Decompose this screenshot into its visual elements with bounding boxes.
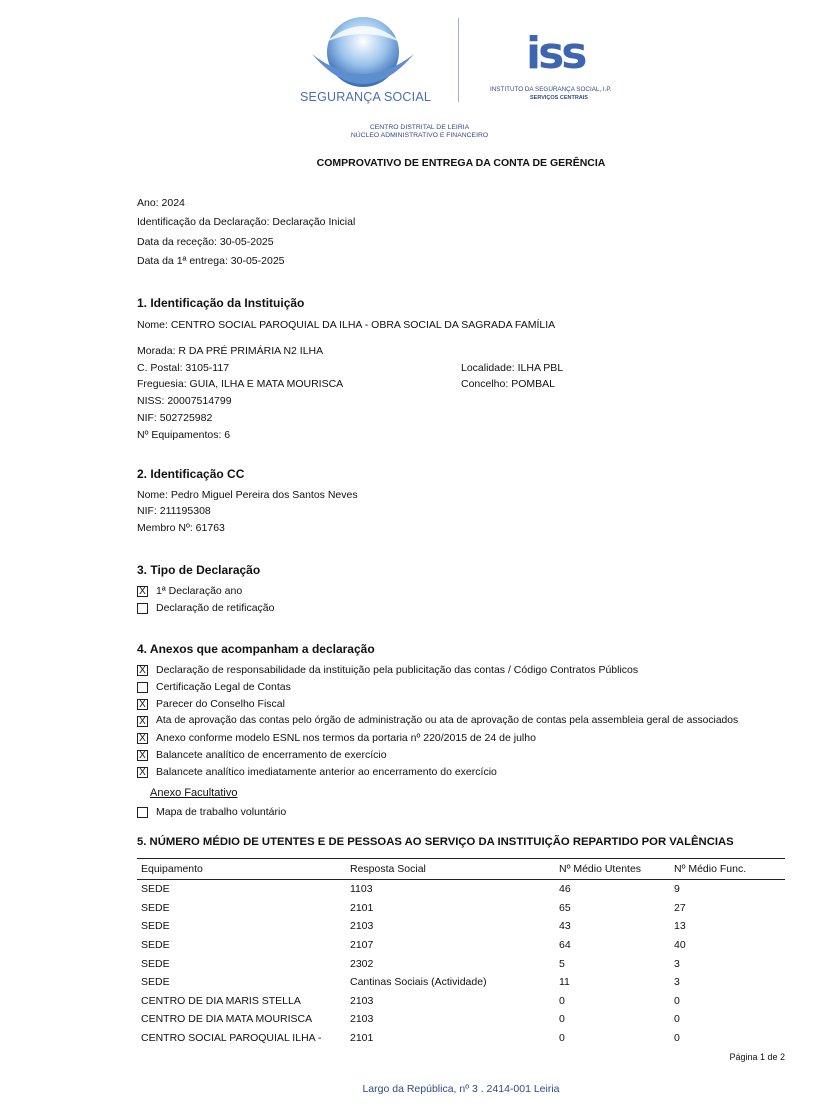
cc-nome: Nome: Pedro Miguel Pereira dos Santos Neves (137, 489, 358, 501)
anexo-facultativo-label: Mapa de trabalho voluntário (156, 806, 287, 818)
cell-resposta: Cantinas Sociais (Actividade) (350, 976, 487, 989)
cell-utentes: 5 (559, 957, 565, 970)
meta-ano: Ano: 2024 (137, 197, 185, 209)
anexo-label: Anexo conforme modelo ESNL nos termos da portaria nº 220/2015 de 24 de julho (156, 732, 536, 744)
cell-equipamento: SEDE (141, 883, 170, 896)
anexo-label: Certificação Legal de Contas (156, 681, 291, 693)
inst-concelho: Concelho: POMBAL (461, 378, 555, 390)
cell-utentes: 11 (559, 976, 570, 989)
anexo-label: Ata de aprovação das contas pelo órgão de administração ou ata de aprovação de contas pela assembleia geral de associados (156, 715, 739, 726)
anexo-checkbox[interactable]: X (137, 665, 148, 676)
cell-func: 3 (674, 976, 680, 989)
table-row (137, 936, 785, 955)
cell-func: 9 (674, 883, 680, 896)
anexo-checkbox[interactable]: X (137, 716, 148, 727)
inst-nif: NIF: 502725982 (137, 412, 213, 424)
inst-postal: C. Postal: 3105-117 (137, 362, 230, 374)
cell-utentes: 43 (559, 920, 571, 933)
cell-equipamento: SEDE (141, 957, 170, 970)
iss-logo (490, 30, 640, 110)
cell-equipamento: SEDE (141, 901, 170, 914)
anexo-checkbox[interactable] (137, 682, 148, 693)
cell-func: 27 (674, 901, 686, 914)
document-title: COMPROVATIVO DE ENTREGA DA CONTA DE GERÊNCIA (316, 157, 606, 169)
cell-func: 0 (674, 1013, 680, 1026)
table-row (137, 1029, 785, 1048)
col-medio-func: Nº Médio Func. (670, 859, 785, 880)
table-row (137, 917, 785, 936)
cell-func: 0 (674, 1032, 680, 1045)
tipo-checkbox[interactable] (137, 603, 148, 614)
tipo-checkbox[interactable]: X (137, 586, 148, 597)
col-equipamento: Equipamento (137, 859, 346, 880)
section4-title: 4. Anexos que acompanham a declaração (137, 642, 375, 656)
seguranca-social-logo (296, 14, 431, 109)
page-number: Página 1 de 2 (729, 1052, 785, 1062)
tipo-label: 1ª Declaração ano (156, 585, 243, 597)
cell-func: 0 (674, 994, 680, 1007)
cell-func: 13 (674, 920, 686, 933)
meta-identificacao: Identificação da Declaração: Declaração Inicial (137, 216, 356, 228)
table-row (137, 992, 785, 1011)
cell-equipamento: SEDE (141, 920, 170, 933)
cell-utentes: 65 (559, 901, 571, 914)
table-row (137, 899, 785, 918)
cell-utentes: 0 (559, 1032, 565, 1045)
cell-equipamento: CENTRO DE DIA MARIS STELLA (141, 994, 301, 1007)
inst-morada: Morada: R DA PRÉ PRIMÁRIA N2 ILHA (137, 345, 324, 357)
anexo-checkbox[interactable]: X (137, 750, 148, 761)
inst-niss: NISS: 20007514799 (137, 395, 232, 407)
cell-utentes: 0 (559, 994, 565, 1007)
anexo-checkbox[interactable]: X (137, 699, 148, 710)
table-row (137, 973, 785, 992)
unit-line-1: CENTRO DISTRITAL DE LEIRIA (369, 124, 470, 131)
iss-subname: SERVIÇOS CENTRAIS (530, 95, 588, 101)
logo-divider (458, 18, 459, 102)
cell-func: 40 (674, 939, 686, 952)
section2-title: 2. Identificação CC (137, 467, 245, 481)
cell-resposta: 2103 (350, 994, 374, 1007)
seguranca-social-emblem (296, 14, 431, 94)
anexo-label: Balancete analítico de encerramento de exercício (156, 749, 387, 761)
cell-resposta: 2107 (350, 939, 374, 952)
cell-utentes: 0 (559, 1013, 565, 1026)
cell-equipamento: CENTRO SOCIAL PAROQUIAL ILHA - (141, 1032, 322, 1045)
iss-name: INSTITUTO DA SEGURANÇA SOCIAL, I.P. (490, 86, 612, 93)
cell-utentes: 64 (559, 939, 571, 952)
col-medio-utentes: Nº Médio Utentes (555, 859, 670, 880)
footer-address: Largo da República, nº 3 . 2414-001 Leiria (362, 1083, 560, 1095)
anexo-label: Parecer do Conselho Fiscal (156, 698, 285, 710)
anexo-label: Balancete analítico imediatamente anterior ao encerramento do exercício (156, 766, 497, 778)
cell-equipamento: SEDE (141, 939, 170, 952)
table-row (137, 1010, 785, 1029)
cell-func: 3 (674, 957, 680, 970)
unit-line-2: NÚCLEO ADMINISTRATIVO E FINANCEIRO (350, 132, 489, 139)
meta-primeira-entrega: Data da 1ª entrega: 30-05-2025 (137, 255, 285, 267)
cell-resposta: 2103 (350, 920, 374, 933)
section3-title: 3. Tipo de Declaração (137, 563, 261, 577)
inst-nome: Nome: CENTRO SOCIAL PAROQUIAL DA ILHA - OBRA SOCIAL DA SAGRADA FAMÍLIA (137, 319, 556, 331)
anexo-checkbox[interactable]: X (137, 733, 148, 744)
cell-resposta: 2101 (350, 901, 374, 914)
inst-freguesia: Freguesia: GUIA, ILHA E MATA MOURISCA (137, 378, 344, 390)
inst-equipamentos: Nº Equipamentos: 6 (137, 429, 231, 441)
cell-resposta: 2101 (350, 1032, 374, 1045)
cell-equipamento: SEDE (141, 976, 170, 989)
col-resposta-social: Resposta Social (346, 859, 555, 880)
cell-resposta: 1103 (350, 883, 373, 896)
cell-resposta: 2103 (350, 1013, 374, 1026)
seguranca-social-wordmark: SEGURANÇA SOCIAL (300, 90, 432, 104)
cell-equipamento: CENTRO DE DIA MATA MOURISCA (141, 1013, 313, 1026)
anexo-facultativo-checkbox[interactable] (137, 807, 148, 818)
valencias-table (137, 858, 785, 1047)
tipo-label: Declaração de retificação (156, 602, 275, 614)
cc-nif: NIF: 211195308 (137, 505, 211, 517)
section5-title: 5. NÚMERO MÉDIO DE UTENTES E DE PESSOAS AO SERVIÇO DA INSTITUIÇÃO REPARTIDO POR VALÊNCIAS (137, 836, 734, 848)
cell-resposta: 2302 (350, 957, 374, 970)
iss-letters: iss (526, 28, 585, 79)
cc-membro: Membro Nº: 61763 (137, 522, 225, 534)
meta-rececao: Data da receção: 30-05-2025 (137, 236, 274, 248)
anexo-checkbox[interactable]: X (137, 767, 148, 778)
table-row (137, 880, 785, 899)
table-header-row (137, 859, 785, 880)
inst-localidade: Localidade: ILHA PBL (461, 362, 564, 374)
cell-utentes: 46 (559, 883, 571, 896)
anexo-label: Declaração de responsabilidade da instituição pela publicitação das contas / Código Contratos Públicos (156, 664, 639, 676)
section1-title: 1. Identificação da Instituição (137, 296, 305, 310)
table-row (137, 954, 785, 973)
anexo-facultativo-title: Anexo Facultativo (150, 787, 238, 799)
